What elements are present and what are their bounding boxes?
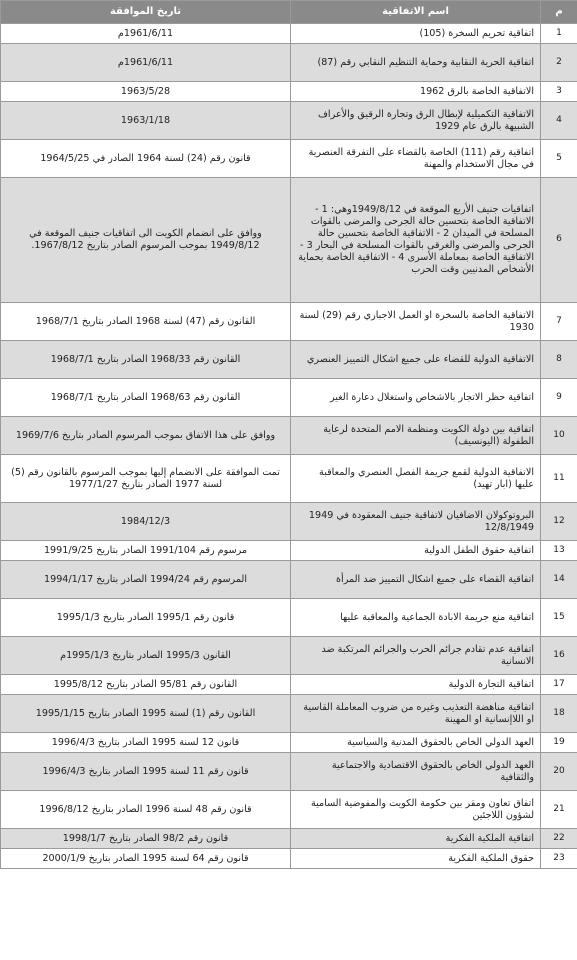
approval-date-cell: قانون رقم 98/2 الصادر بتاريخ 1998/1/7 <box>1 829 291 849</box>
approval-date-cell: قانون رقم 11 لسنة 1995 الصادر بتاريخ 1996/4/3 <box>1 753 291 791</box>
approval-date-cell: المرسوم رقم 1994/24 الصادر بتاريخ 1994/1/17 <box>1 561 291 599</box>
table-row <box>1 455 577 503</box>
row-number-cell: 21 <box>541 791 577 829</box>
convention-name-cell: الاتفاقية الخاصة بالرق 1962 <box>291 82 541 102</box>
convention-name-cell: اتفاقية تحريم السخرة (105) <box>291 24 541 44</box>
table-row <box>1 791 577 829</box>
convention-name-cell: اتفاقية رقم (111) الخاصة بالقضاء على التفرقة العنصرية في مجال الاستخدام والمهنة <box>291 140 541 178</box>
convention-name-cell: العهد الدولي الخاص بالحقوق المدنية والسياسية <box>291 733 541 753</box>
row-number-cell: 19 <box>541 733 577 753</box>
approval-date-cell: القانون رقم 95/81 الصادر بتاريخ 1995/8/12 <box>1 675 291 695</box>
row-number-cell: 8 <box>541 341 577 379</box>
row-number-cell: 18 <box>541 695 577 733</box>
convention-name-cell: حقوق الملكية الفكرية <box>291 849 541 869</box>
table-row <box>1 417 577 455</box>
row-number-cell: 17 <box>541 675 577 695</box>
header-number: م <box>541 1 577 24</box>
approval-date-cell: قانون 12 لسنة 1995 الصادر بتاريخ 1996/4/3 <box>1 733 291 753</box>
approval-date-cell: 1984/12/3 <box>1 503 291 541</box>
convention-name-cell: العهد الدولي الخاص بالحقوق الاقتصادية والاجتماعية والثقافية <box>291 753 541 791</box>
row-number-cell: 7 <box>541 303 577 341</box>
table-row <box>1 44 577 82</box>
approval-date-cell: ووافق على انضمام الكويت الى اتفاقيات جنيف الموقعة في 1949/8/12 بموجب المرسوم الصادر بتاريخ 1967/8/12. <box>1 178 291 303</box>
table-row <box>1 102 577 140</box>
table-row <box>1 82 577 102</box>
table-row <box>1 695 577 733</box>
table-row <box>1 599 577 637</box>
convention-name-cell: اتفاقية منع جريمة الابادة الجماعية والمعاقبة عليها <box>291 599 541 637</box>
convention-name-cell: اتفاقية مناهضة التعذيب وغيره من ضروب المعاملة القاسية او اللاإنسانية او المهينة <box>291 695 541 733</box>
row-number-cell: 1 <box>541 24 577 44</box>
convention-name-cell: اتفاقيات جنيف الأربع الموقعة في 1949/8/12وهي: 1 - الاتفاقية الخاصة بتحسين حالة الجرحى والمرضى بالقوات المسلحة في الميدان 2 - الاتفاقية الخاصة بتحسين حالة الجرحى والمرضى والغرقى بالقوات المسلحة في البحار 3 - الاتفاقية الخاصة بمعاملة الأسرى 4 - الاتفاقية الخاصة بحماية الأشخاص المدنيين وقت الحرب <box>291 178 541 303</box>
convention-name-cell: اتفاقية التجارة الدولية <box>291 675 541 695</box>
table-row <box>1 140 577 178</box>
approval-date-cell: القانون رقم 1968/33 الصادر بتاريخ 1968/7/1 <box>1 341 291 379</box>
table-row <box>1 503 577 541</box>
approval-date-cell: القانون 1995/3 الصادر بتاريخ 1995/1/3م <box>1 637 291 675</box>
convention-name-cell: الاتفاقية الدولية لقمع جريمة الفصل العنصري والمعاقبة عليها (ابار تهيد) <box>291 455 541 503</box>
convention-name-cell: الاتفاقية التكميلية لإبطال الرق وتجارة الرقيق والأعراف الشبيهة بالرق عام 1929 <box>291 102 541 140</box>
row-number-cell: 14 <box>541 561 577 599</box>
approval-date-cell: القانون رقم 1968/63 الصادر بتاريخ 1968/7/1 <box>1 379 291 417</box>
approval-date-cell: قانون رقم (24) لسنة 1964 الصادر في 1964/5/25 <box>1 140 291 178</box>
table-row <box>1 675 577 695</box>
row-number-cell: 13 <box>541 541 577 561</box>
table-row <box>1 753 577 791</box>
table-row <box>1 341 577 379</box>
row-number-cell: 6 <box>541 178 577 303</box>
convention-name-cell: اتفاق تعاون ومقر بين حكومة الكويت والمفوضية السامية لشؤون اللاجئين <box>291 791 541 829</box>
approval-date-cell: 1961/6/11م <box>1 44 291 82</box>
convention-name-cell: اتفاقية بين دولة الكويت ومنظمة الامم المتحدة لرعاية الطفولة (اليونسيف) <box>291 417 541 455</box>
row-number-cell: 10 <box>541 417 577 455</box>
row-number-cell: 20 <box>541 753 577 791</box>
convention-name-cell: الاتفاقية الدولية للقضاء على جميع اشكال التمييز العنصري <box>291 341 541 379</box>
table-row <box>1 178 577 303</box>
convention-name-cell: اتفاقية حظر الاتجار بالاشخاص واستغلال دعارة الغير <box>291 379 541 417</box>
approval-date-cell: 1963/1/18 <box>1 102 291 140</box>
table-row <box>1 541 577 561</box>
table-row <box>1 561 577 599</box>
table-row <box>1 24 577 44</box>
row-number-cell: 9 <box>541 379 577 417</box>
approval-date-cell: القانون رقم (1) لسنة 1995 الصادر بتاريخ 1995/1/15 <box>1 695 291 733</box>
approval-date-cell: 1961/6/11م <box>1 24 291 44</box>
table-row <box>1 303 577 341</box>
table-row <box>1 733 577 753</box>
table-row <box>1 829 577 849</box>
approval-date-cell: قانون رقم 48 لسنة 1996 الصادر بتاريخ 1996/8/12 <box>1 791 291 829</box>
table-row <box>1 637 577 675</box>
table-row <box>1 379 577 417</box>
approval-date-cell: قانون رقم 64 لسنة 1995 الصادر بتاريخ 2000/1/9 <box>1 849 291 869</box>
approval-date-cell: تمت الموافقة على الانضمام إليها بموجب المرسوم بالقانون رقم (5) لسنة 1977 الصادر بتاريخ 1977/1/27 <box>1 455 291 503</box>
approval-date-cell: مرسوم رقم 1991/104 الصادر بتاريخ 1991/9/25 <box>1 541 291 561</box>
row-number-cell: 2 <box>541 44 577 82</box>
table-header-row <box>1 1 577 24</box>
convention-name-cell: اتفاقية حقوق الطفل الدولية <box>291 541 541 561</box>
table-row <box>1 849 577 869</box>
row-number-cell: 11 <box>541 455 577 503</box>
row-number-cell: 16 <box>541 637 577 675</box>
convention-name-cell: اتفاقية الملكية الفكرية <box>291 829 541 849</box>
row-number-cell: 4 <box>541 102 577 140</box>
convention-name-cell: اتفاقية القضاء على جميع اشكال التمييز ضد المرأة <box>291 561 541 599</box>
row-number-cell: 15 <box>541 599 577 637</box>
convention-name-cell: الاتفاقية الخاصة بالسخرة او العمل الاجباري رقم (29) لسنة 1930 <box>291 303 541 341</box>
convention-name-cell: البروتوكولان الاضافيان لاتفاقية جنيف المعقودة في 1949 12/8/1949 <box>291 503 541 541</box>
header-convention-name: اسم الاتفاقية <box>291 1 541 24</box>
approval-date-cell: قانون رقم 1995/1 الصادر بتاريخ 1995/1/3 <box>1 599 291 637</box>
row-number-cell: 5 <box>541 140 577 178</box>
row-number-cell: 12 <box>541 503 577 541</box>
approval-date-cell: القانون رقم (47) لسنة 1968 الصادر بتاريخ 1968/7/1 <box>1 303 291 341</box>
convention-name-cell: اتفاقية عدم تقادم جرائم الحرب والجرائم المرتكبة ضد الانسانية <box>291 637 541 675</box>
row-number-cell: 22 <box>541 829 577 849</box>
approval-date-cell: 1963/5/28 <box>1 82 291 102</box>
table-body <box>1 24 577 869</box>
approval-date-cell: ووافق على هذا الاتفاق بموجب المرسوم الصادر بتاريخ 1969/7/6 <box>1 417 291 455</box>
convention-name-cell: اتفاقية الحرية النقابية وحماية التنظيم النقابي رقم (87) <box>291 44 541 82</box>
header-approval-date: تاريخ الموافقة <box>1 1 291 24</box>
row-number-cell: 23 <box>541 849 577 869</box>
row-number-cell: 3 <box>541 82 577 102</box>
